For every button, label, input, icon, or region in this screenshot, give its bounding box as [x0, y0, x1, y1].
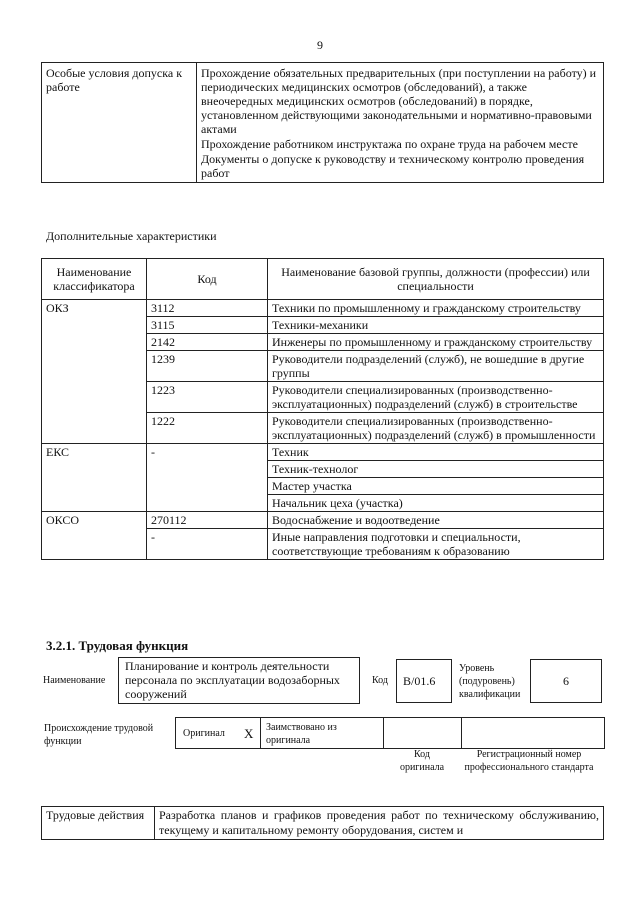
access-item: Документы о допуске к руководству и техническому контролю проведения работ [201, 152, 585, 180]
name-cell: Руководители подразделений (служб), не вошедшие в другие группы [268, 351, 604, 382]
code-cell: - [147, 444, 268, 512]
code-original-cell [383, 718, 462, 748]
additional-caption: Дополнительные характеристики [46, 229, 217, 243]
table-row [42, 300, 604, 317]
access-item: Прохождение обязательных предварительных (при поступлении на работу) и периодических медицинских осмотров (обследований), а также внеочередных медицинских осмотров (обследований) в порядке, установленном действующими законодательными и нормативно-правовыми актами [201, 66, 597, 136]
table-row [42, 512, 604, 529]
classifier-cell: ОКСО [42, 512, 147, 560]
header-code: Код [147, 259, 268, 300]
code-cell: 3112 [147, 300, 268, 317]
original-label: Оригинал [183, 728, 225, 739]
actions-text: Разработка планов и графиков проведения работ по техническому обслуживанию, текущему и капитальному ремонту оборудования, систем и [155, 807, 604, 840]
header-name: Наименование базовой группы, должности (профессии) или специальности [268, 259, 604, 300]
access-conditions-items [197, 63, 604, 183]
name-label: Наименование [43, 675, 106, 686]
labor-actions-table [41, 806, 604, 840]
classifier-cell: ОКЗ [42, 300, 147, 444]
additional-characteristics-table [41, 258, 604, 560]
table-row [42, 444, 604, 461]
access-conditions-label: Особые условия допуска к работе [42, 63, 197, 183]
function-name-box: Планирование и контроль деятельности персонала по эксплуатации водозаборных сооружений [118, 657, 360, 704]
origin-label: Происхождение трудовой функции [44, 723, 154, 747]
level-label: Уровень (подуровень) квалификации [459, 663, 521, 700]
code-cell: 1239 [147, 351, 268, 382]
code-cell: 3115 [147, 317, 268, 334]
code-cell: - [147, 529, 268, 560]
labor-function-title: 3.2.1. Трудовая функция [46, 638, 189, 653]
name-cell: Техник-технолог [268, 461, 604, 478]
name-cell: Руководители специализированных (производственно-эксплуатационных) подразделений (служб) в строительстве [268, 382, 604, 413]
original-mark: X [244, 726, 254, 741]
function-code-box: B/01.6 [396, 659, 452, 703]
name-cell: Техники-механики [268, 317, 604, 334]
access-item: Прохождение работником инструктажа по охране труда на рабочем месте [201, 137, 578, 151]
code-cell: 1222 [147, 413, 268, 444]
header-classifier: Наименование классификатора [42, 259, 147, 300]
code-cell: 2142 [147, 334, 268, 351]
page-number: 9 [317, 38, 323, 52]
name-cell: Водоснабжение и водоотведение [268, 512, 604, 529]
code-cell: 1223 [147, 382, 268, 413]
reg-number-label: Регистрационный номер профессионального стандарта [464, 749, 594, 773]
original-cell [176, 718, 261, 748]
name-cell: Мастер участка [268, 478, 604, 495]
name-cell: Руководители специализированных (производственно-эксплуатационных) подразделений (служб) в промышленности [268, 413, 604, 444]
name-cell: Техники по промышленному и гражданскому строительству [268, 300, 604, 317]
classifier-cell: ЕКС [42, 444, 147, 512]
origin-row [175, 717, 605, 749]
borrowed-label: Заимствовано из оригинала [266, 722, 337, 746]
level-box: 6 [530, 659, 602, 703]
code-cell: 270112 [147, 512, 268, 529]
code-label: Код [372, 675, 388, 686]
access-conditions-table [41, 62, 604, 183]
name-cell: Иные направления подготовки и специальности, соответствующие требованиям к образованию [268, 529, 604, 560]
name-cell: Начальник цеха (участка) [268, 495, 604, 512]
code-original-label: Код оригинала [399, 749, 445, 773]
name-cell: Техник [268, 444, 604, 461]
name-cell: Инженеры по промышленному и гражданскому строительству [268, 334, 604, 351]
actions-label: Трудовые действия [42, 807, 155, 840]
